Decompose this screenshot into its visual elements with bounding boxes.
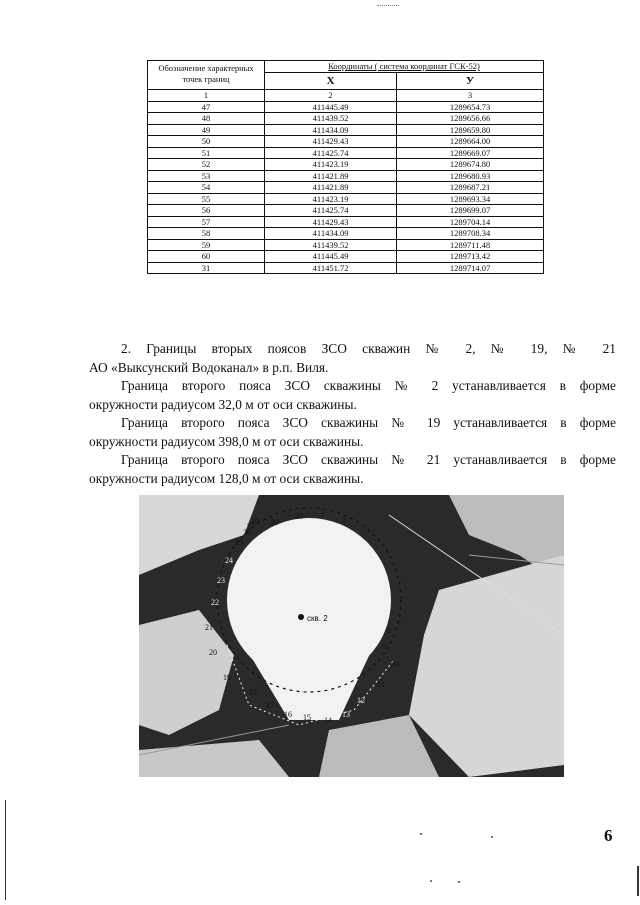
map-svg	[139, 495, 564, 777]
paragraph-well2-line1: Граница второго пояса ЗСО скважины № 2 устанавливается в форме	[121, 378, 616, 393]
point-label: 27	[247, 522, 255, 531]
point-label: 22	[211, 598, 219, 607]
x-cell: 411451.72	[265, 262, 397, 274]
table-row	[148, 205, 544, 217]
point-label: 14	[324, 716, 332, 725]
point-label: 28	[251, 516, 259, 525]
x-cell: 411434.09	[265, 124, 397, 136]
point-label: 19	[223, 673, 231, 682]
col-header-x: X	[265, 73, 397, 90]
zone-map-image	[139, 495, 564, 777]
table-row	[148, 170, 544, 182]
point-label: 16	[284, 710, 292, 719]
point-label: 30	[295, 512, 303, 521]
body-text	[89, 340, 616, 488]
y-cell: 1289713.42	[397, 251, 544, 263]
point-cell: 57	[148, 216, 265, 228]
paragraph-well19-line1: Граница второго пояса ЗСО скважины № 19 устанавливается в форме	[121, 415, 616, 430]
scan-speck	[420, 833, 422, 835]
y-cell: 1289704.14	[397, 216, 544, 228]
point-cell: 54	[148, 182, 265, 194]
point-label: 13	[342, 710, 350, 719]
point-label: 1	[321, 510, 325, 519]
point-label: 9	[382, 642, 386, 651]
scan-margin-line	[637, 866, 639, 896]
table-row	[148, 113, 544, 125]
x-cell: 411425.74	[265, 205, 397, 217]
x-cell: 411434.09	[265, 228, 397, 240]
table-row	[148, 228, 544, 240]
y-cell: 1289674.80	[397, 159, 544, 171]
table-row	[148, 147, 544, 159]
scan-margin-line	[5, 800, 6, 900]
point-label: 12	[357, 696, 365, 705]
table-row	[148, 136, 544, 148]
y-cell: 1289680.93	[397, 170, 544, 182]
x-cell: 411423.19	[265, 193, 397, 205]
point-label: 2	[342, 516, 346, 525]
y-cell: 1289659.80	[397, 124, 544, 136]
point-label: 29	[271, 518, 279, 527]
point-cell: 47	[148, 101, 265, 113]
point-label: 10	[391, 660, 399, 669]
table-row	[148, 182, 544, 194]
col-number: 1	[148, 90, 265, 102]
x-cell: 411439.52	[265, 239, 397, 251]
point-cell: 48	[148, 113, 265, 125]
point-label: 26	[243, 528, 251, 537]
paragraph-well2-line2: окружности радиусом 32,0 м от оси скважины.	[89, 396, 357, 412]
scan-speck	[430, 880, 432, 882]
col-header-y: У	[397, 73, 544, 90]
point-label: 20	[209, 648, 217, 657]
point-label: 5	[382, 577, 386, 586]
point-cell: 51	[148, 147, 265, 159]
table-row	[148, 262, 544, 274]
scan-speck	[458, 881, 460, 883]
y-cell: 1289699.07	[397, 205, 544, 217]
page-number: 6	[604, 826, 613, 845]
point-label: 3	[363, 540, 367, 549]
table-row	[148, 101, 544, 113]
point-label: 6	[385, 591, 389, 600]
point-cell: 52	[148, 159, 265, 171]
table-row	[148, 193, 544, 205]
point-cell: 49	[148, 124, 265, 136]
scan-speck	[491, 836, 493, 838]
x-cell: 411439.52	[265, 113, 397, 125]
table-row	[148, 239, 544, 251]
point-label: 11	[377, 680, 385, 689]
x-cell: 411425.74	[265, 147, 397, 159]
point-label: 25	[235, 538, 243, 547]
y-cell: 1289664.00	[397, 136, 544, 148]
col-number: 2	[265, 90, 397, 102]
col-header-points: Обозначение характерных точек границ	[148, 61, 265, 90]
section-heading-line2: АО «Выксунский Водоканал» в р.п. Виля.	[89, 359, 329, 375]
x-cell: 411445.49	[265, 101, 397, 113]
point-cell: 60	[148, 251, 265, 263]
point-cell: 56	[148, 205, 265, 217]
point-cell: 59	[148, 239, 265, 251]
point-label: 23	[217, 576, 225, 585]
x-cell: 411421.89	[265, 182, 397, 194]
y-cell: 1289669.07	[397, 147, 544, 159]
y-cell: 1289708.34	[397, 228, 544, 240]
x-cell: 411445.49	[265, 251, 397, 263]
col-number: 3	[397, 90, 544, 102]
point-cell: 31	[148, 262, 265, 274]
paragraph-well19-line2: окружности радиусом 398,0 м от оси скважины.	[89, 433, 364, 449]
y-cell: 1289687.21	[397, 182, 544, 194]
scan-smudge	[377, 0, 399, 6]
y-cell: 1289714.07	[397, 262, 544, 274]
point-label: 17	[266, 701, 274, 710]
point-label: 7	[385, 608, 389, 617]
y-cell: 1289654.73	[397, 101, 544, 113]
x-cell: 411423.19	[265, 159, 397, 171]
point-cell: 53	[148, 170, 265, 182]
table-body	[148, 101, 544, 274]
table-row	[148, 251, 544, 263]
y-cell: 1289711.48	[397, 239, 544, 251]
paragraph-well21-line1: Граница второго пояса ЗСО скважины № 21 устанавливается в форме	[121, 452, 616, 467]
point-cell: 58	[148, 228, 265, 240]
col-header-coordinate-system: Координаты ( система координат ГСК-52)	[265, 61, 544, 73]
point-label: 8	[387, 626, 391, 635]
y-cell: 1289693.34	[397, 193, 544, 205]
x-cell: 411429.43	[265, 216, 397, 228]
paragraph-well21-line2: окружности радиусом 128,0 м от оси скважины.	[89, 470, 364, 486]
section-heading-line1: 2. Границы вторых поясов ЗСО скважин № 2, № 19, № 21	[121, 341, 616, 356]
well-label: скв. 2	[307, 614, 328, 623]
point-label: 15	[303, 713, 311, 722]
y-cell: 1289656.66	[397, 113, 544, 125]
point-cell: 55	[148, 193, 265, 205]
point-cell: 50	[148, 136, 265, 148]
point-label: 21	[205, 623, 213, 632]
point-label: 18	[249, 688, 257, 697]
x-cell: 411429.43	[265, 136, 397, 148]
point-label: 24	[225, 556, 233, 565]
table-row	[148, 216, 544, 228]
table-row	[148, 159, 544, 171]
point-label: 4	[377, 560, 381, 569]
coordinates-table	[147, 60, 544, 274]
x-cell: 411421.89	[265, 170, 397, 182]
table-row	[148, 124, 544, 136]
